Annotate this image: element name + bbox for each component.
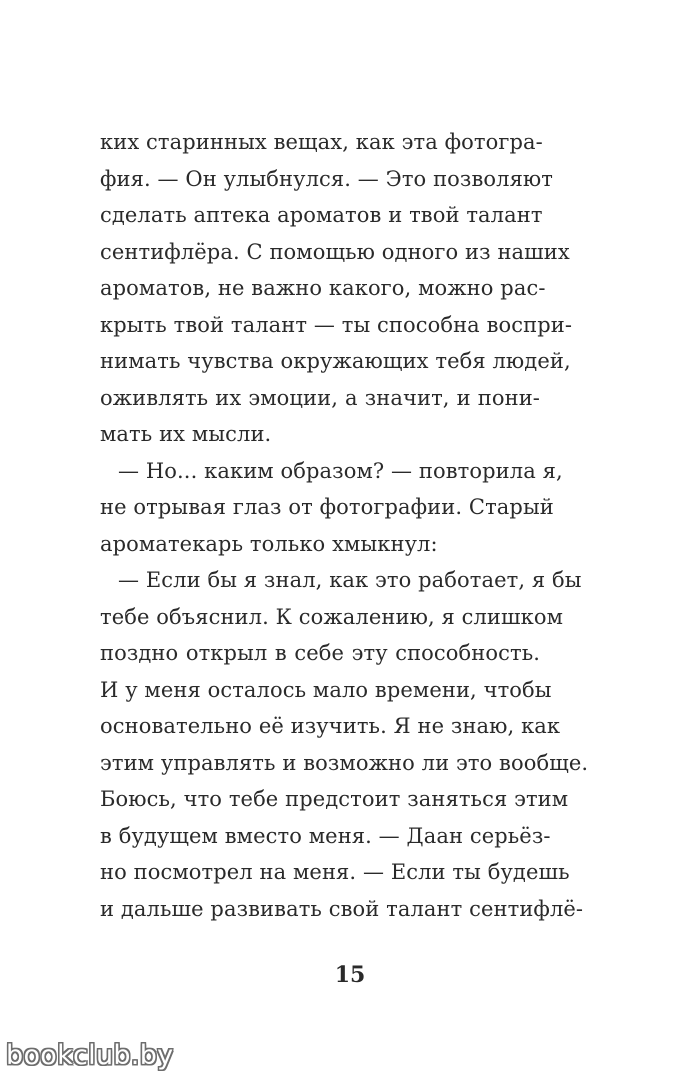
text-line: нимать чувства окружающих тебя людей, bbox=[100, 349, 571, 373]
text-line: не отрывая глаз от фотографии. Старый bbox=[100, 495, 554, 519]
text-line: в будущем вместо меня. — Даан серьёз- bbox=[100, 823, 551, 848]
text-line: — Но... каким образом? — повторила я, bbox=[118, 458, 563, 483]
text-line: И у меня осталось мало времени, чтобы bbox=[100, 677, 552, 702]
text-line: и дальше развивать свой талант сентифлё- bbox=[100, 896, 584, 921]
page-number: 15 bbox=[334, 962, 366, 988]
body-text bbox=[100, 124, 589, 927]
text-line: этим управлять и возможно ли это вообще. bbox=[100, 750, 589, 775]
text-line: но посмотрел на меня. — Если ты будешь bbox=[100, 860, 570, 884]
text-line: ароматекарь только хмыкнул: bbox=[100, 531, 438, 556]
text-line: мать их мысли. bbox=[100, 422, 272, 446]
text-line: оживлять их эмоции, а значит, и пони- bbox=[100, 385, 540, 410]
watermark: bookclub.by bbox=[6, 1040, 174, 1071]
text-line: ких старинных вещах, как эта фотогра- bbox=[100, 130, 543, 154]
text-line: Боюсь, что тебе предстоит заняться этим bbox=[100, 787, 569, 811]
text-line: сделать аптека ароматов и твой талант bbox=[100, 203, 543, 227]
text-line: крыть твой талант — ты способна воспри- bbox=[100, 312, 573, 337]
text-line: — Если бы я знал, как это работает, я бы bbox=[118, 568, 582, 592]
text-line: фия. — Он улыбнулся. — Это позволяют bbox=[100, 166, 554, 191]
text-line: сентифлёра. С помощью одного из наших bbox=[100, 239, 570, 264]
text-line: тебе объяснил. К сожалению, я слишком bbox=[100, 604, 564, 629]
text-line: ароматов, не важно какого, можно рас- bbox=[100, 276, 546, 300]
text-line: основательно её изучить. Я не знаю, как bbox=[100, 714, 561, 738]
text-line: поздно открыл в себе эту способность. bbox=[100, 641, 540, 665]
